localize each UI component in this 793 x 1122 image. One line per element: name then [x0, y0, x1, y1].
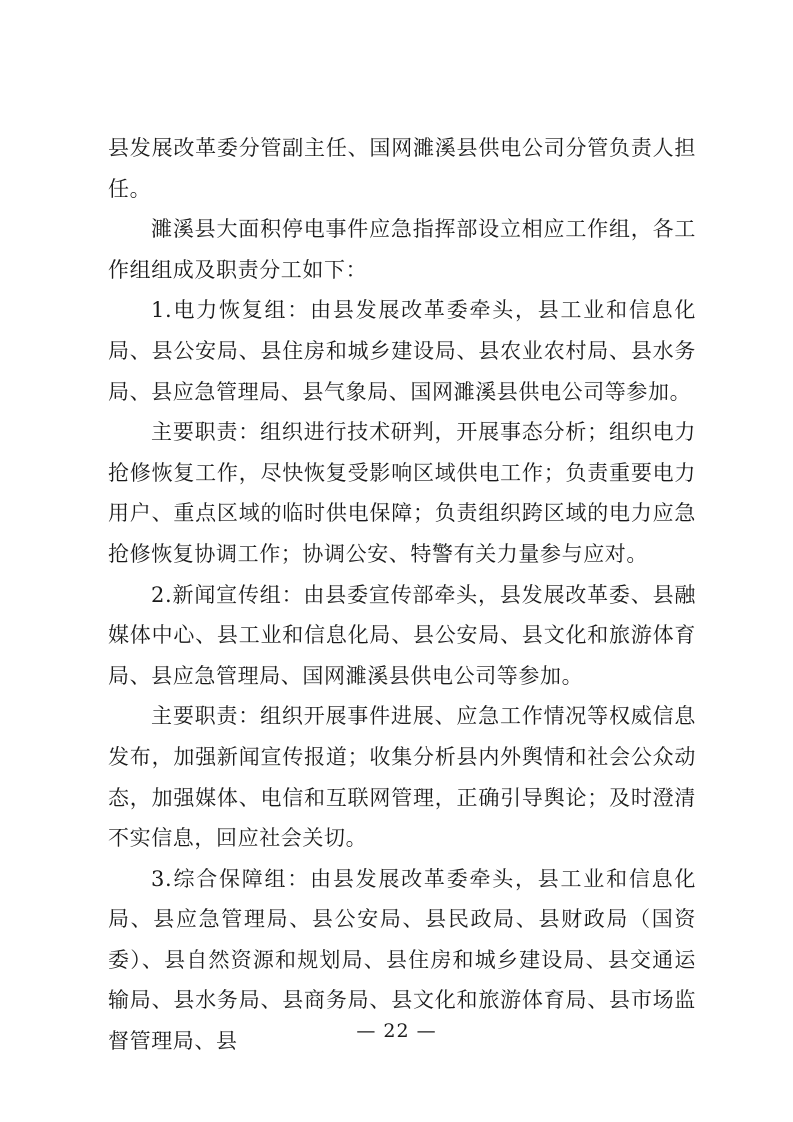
paragraph: 3.综合保障组：由县发展改革委牵头，县工业和信息化局、县应急管理局、县公安局、县民政局、县财政局（国资委）、县自然资源和规划局、县住房和城乡建设局、县交通运输局、县水务局、县商务局、县文化和旅游体育局、县市场监督管理局、县 [108, 866, 696, 1054]
page-number: — 22 — [356, 1020, 437, 1042]
paragraph: 濉溪县大面积停电事件应急指挥部设立相应工作组，各工作组组成及职责分工如下： [108, 217, 696, 282]
paragraph: 1.电力恢复组：由县发展改革委牵头，县工业和信息化局、县公安局、县住房和城乡建设局、县农业农村局、县水务局、县应急管理局、县气象局、国网濉溪县供电公司等参加。 [108, 298, 696, 404]
paragraph: 2.新闻宣传组：由县委宣传部牵头，县发展改革委、县融媒体中心、县工业和信息化局、县公安局、县文化和旅游体育局、县应急管理局、国网濉溪县供电公司等参加。 [108, 582, 696, 688]
paragraph: 主要职责：组织开展事件进展、应急工作情况等权威信息发布，加强新闻宣传报道；收集分析县内外舆情和社会公众动态，加强媒体、电信和互联网管理，正确引导舆论；及时澄清不实信息，回应社会关切。 [108, 704, 696, 851]
paragraph: 县发展改革委分管副主任、国网濉溪县供电公司分管负责人担任。 [108, 136, 696, 201]
document-body [108, 128, 696, 1062]
paragraph: 主要职责：组织进行技术研判，开展事态分析；组织电力抢修恢复工作，尽快恢复受影响区域供电工作；负责重要电力用户、重点区域的临时供电保障；负责组织跨区域的电力应急抢修恢复协调工作；协调公安、特警有关力量参与应对。 [108, 420, 696, 566]
